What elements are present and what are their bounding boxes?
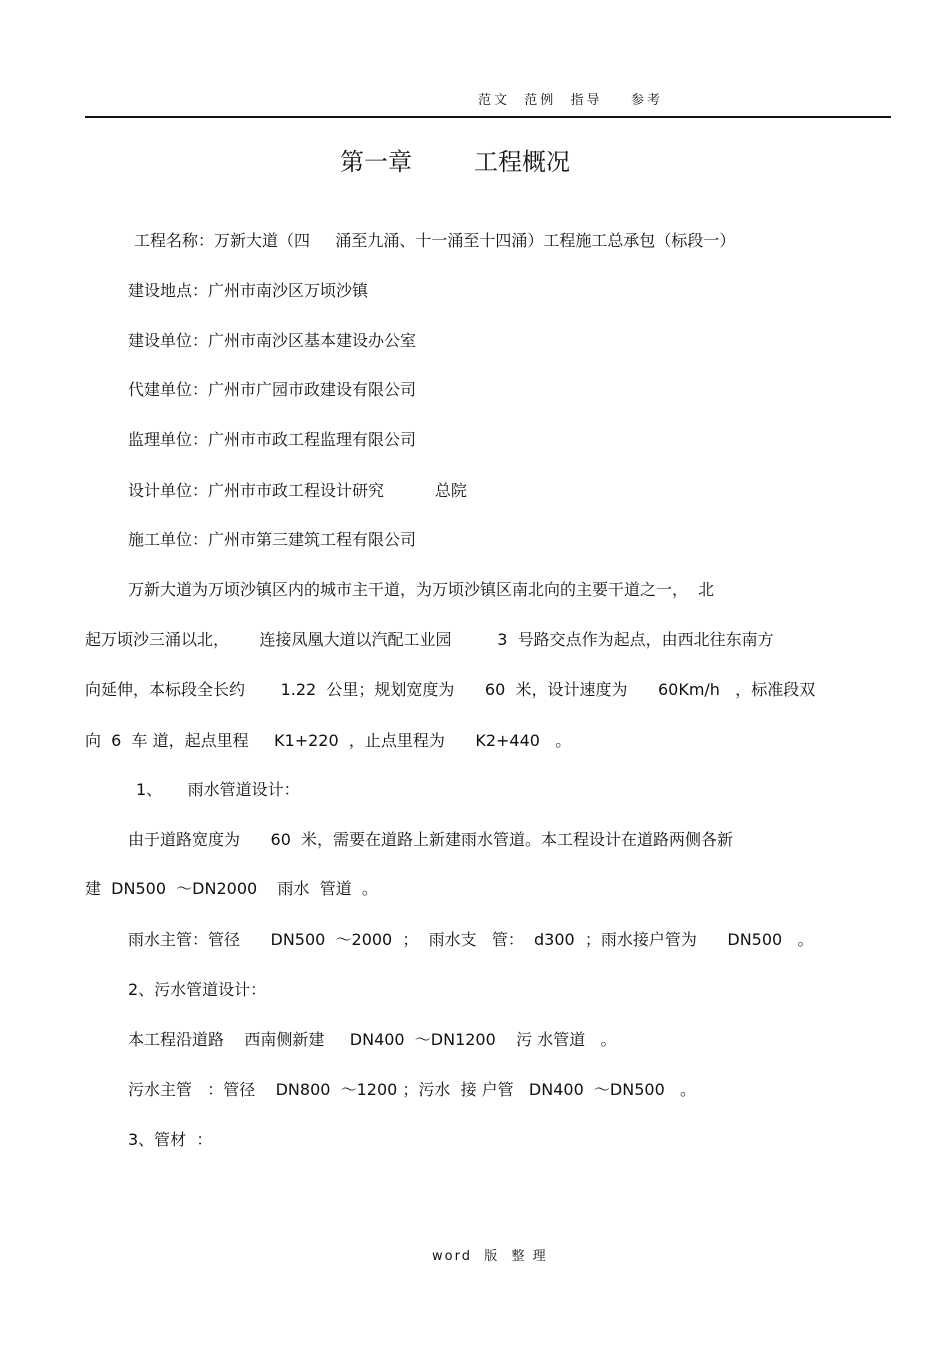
- rainwater-line: 建 DN500 ～DN2000 雨水 管道 。: [85, 879, 378, 898]
- supervisor-unit: 监理单位：广州市市政工程监理有限公司: [128, 430, 417, 449]
- construction-location: 建设地点：广州市南沙区万顷沙镇: [128, 281, 369, 300]
- page-header: 范文 范例 指导 参考: [478, 93, 664, 108]
- section-heading-rainwater: 1、 雨水管道设计：: [136, 780, 300, 799]
- header-divider: [85, 116, 891, 118]
- chapter-number: 第一章: [340, 148, 412, 176]
- overview-line: 起万顷沙三涌以北， 连接凤凰大道以汽配工业园 3 号路交点作为起点，由西北往东南方: [85, 630, 774, 649]
- rainwater-line: 由于道路宽度为 60 米，需要在道路上新建雨水管道。本工程设计在道路两侧各新: [128, 830, 734, 849]
- contractor-unit: 施工单位：广州市第三建筑工程有限公司: [128, 530, 417, 549]
- project-name: 工程名称：万新大道（四 涌至九涌、十一涌至十四涌）工程施工总承包（标段一）: [134, 231, 736, 250]
- design-unit: 设计单位：广州市市政工程设计研究 总院: [128, 481, 467, 500]
- sewage-line: 本工程沿道路 西南侧新建 DN400 ～DN1200 污 水管道 。: [128, 1030, 617, 1049]
- page-footer: word 版 整 理: [432, 1249, 548, 1264]
- overview-line: 万新大道为万顷沙镇区内的城市主干道，为万顷沙镇区南北向的主要干道之一， 北: [128, 580, 715, 599]
- overview-line: 向 6 车 道，起点里程 K1+220 ，止点里程为 K2+440 。: [85, 731, 572, 750]
- owner-unit: 建设单位：广州市南沙区基本建设办公室: [128, 331, 417, 350]
- rainwater-line: 雨水主管：管径 DN500 ～2000 ； 雨水支 管： d300 ；雨水接户管为 DN500 。: [128, 930, 814, 949]
- section-heading-material: 3、管材 ：: [128, 1130, 213, 1149]
- chapter-name: 工程概况: [474, 148, 570, 176]
- section-heading-sewage: 2、污水管道设计：: [128, 980, 267, 999]
- overview-line: 向延伸，本标段全长约 1.22 公里；规划宽度为 60 米，设计速度为 60Km/h ，标准段双: [85, 680, 816, 699]
- chapter-title: [0, 142, 910, 177]
- agent-unit: 代建单位：广州市广园市政建设有限公司: [128, 380, 417, 399]
- sewage-line: 污水主管 ：管径 DN800 ～1200 ；污水 接 户管 DN400 ～DN500 。: [128, 1080, 697, 1099]
